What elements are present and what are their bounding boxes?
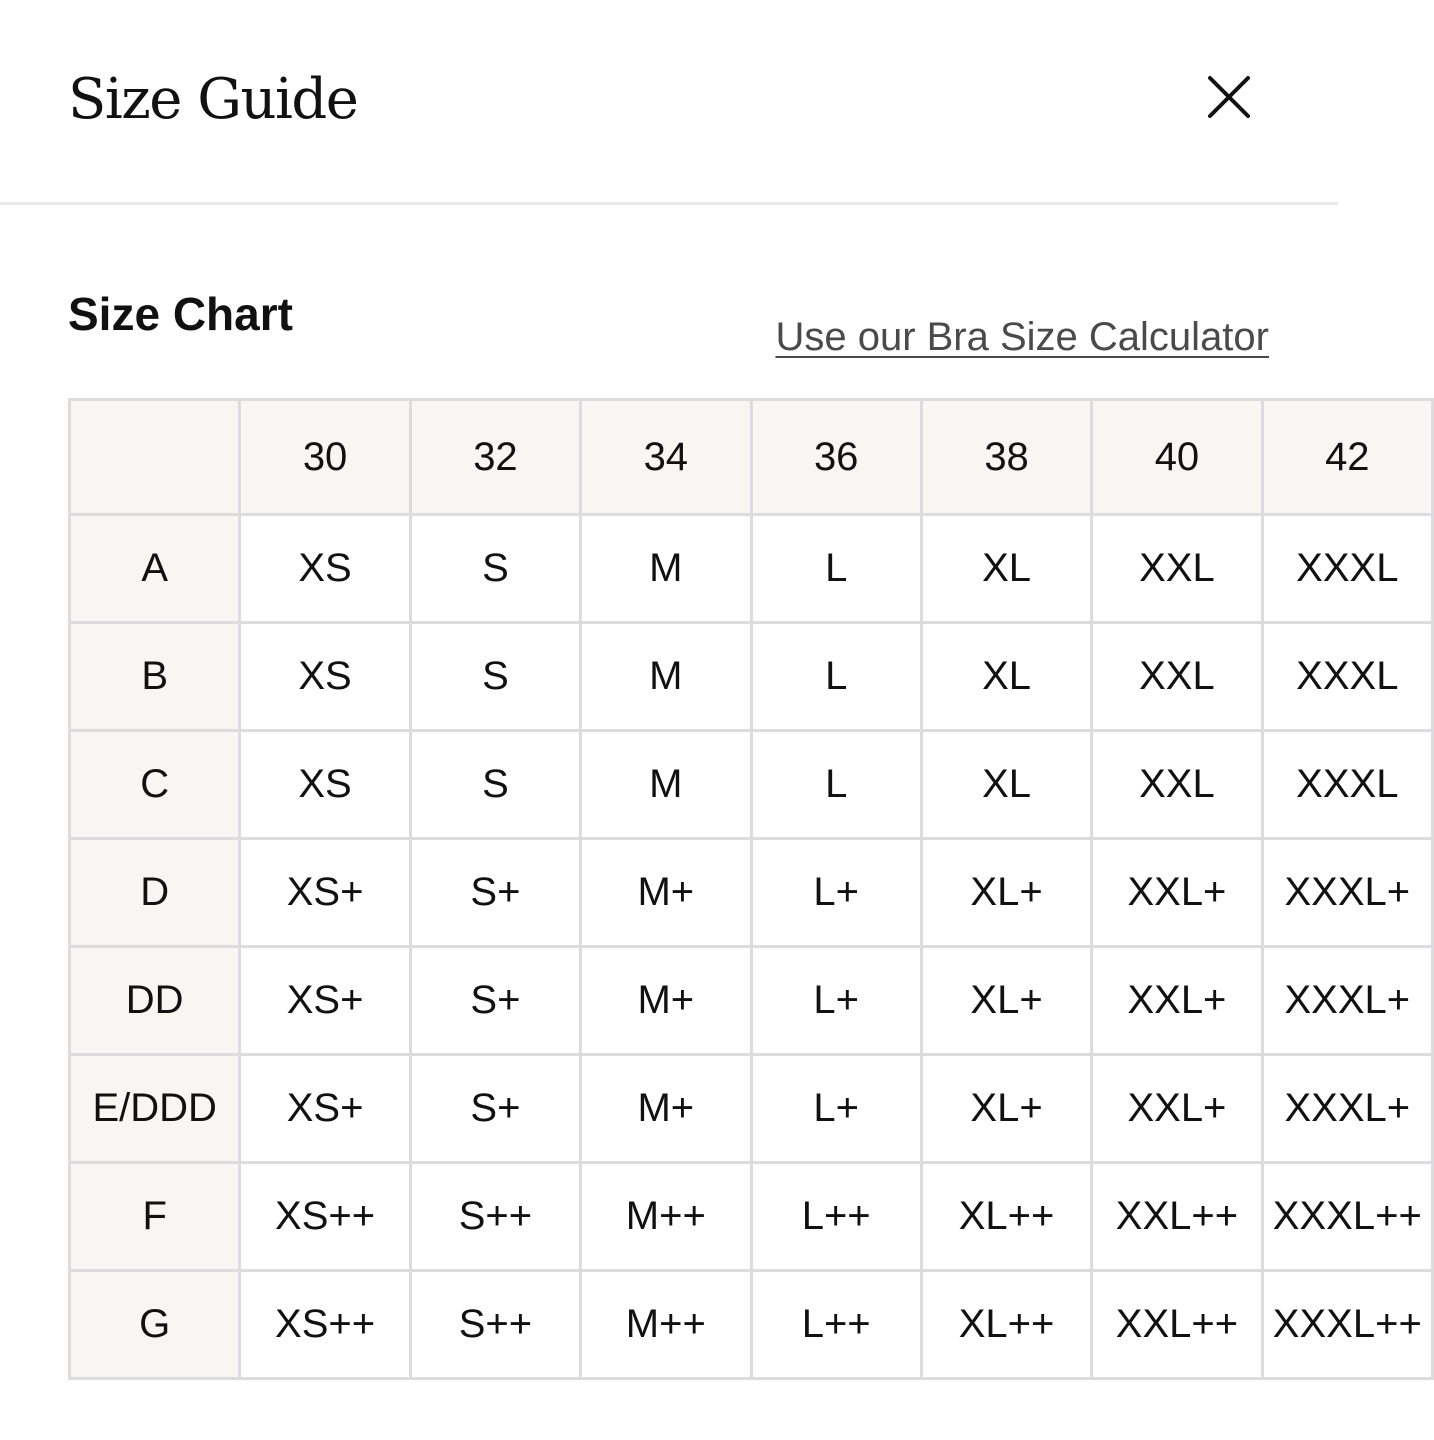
row-header-cup: C	[70, 731, 240, 839]
table-row	[70, 1163, 1433, 1271]
column-header-band: 36	[751, 400, 921, 515]
size-cell: S	[410, 515, 580, 623]
table-row	[70, 731, 1433, 839]
column-header-band: 34	[581, 400, 751, 515]
close-button[interactable]	[1200, 68, 1258, 126]
size-cell: XXL++	[1092, 1163, 1262, 1271]
modal-title: Size Guide	[68, 67, 358, 132]
size-cell: L+	[751, 947, 921, 1055]
table-body	[70, 515, 1433, 1379]
size-cell: L	[751, 731, 921, 839]
size-cell: XXL+	[1092, 947, 1262, 1055]
modal-header	[0, 0, 1338, 205]
size-cell: L	[751, 623, 921, 731]
size-cell: XXXL	[1262, 623, 1432, 731]
size-cell: S+	[410, 839, 580, 947]
size-cell: L++	[751, 1163, 921, 1271]
table-row	[70, 947, 1433, 1055]
column-header-band: 38	[921, 400, 1091, 515]
size-cell: L+	[751, 839, 921, 947]
size-cell: M++	[581, 1163, 751, 1271]
row-header-cup: DD	[70, 947, 240, 1055]
size-cell: L+	[751, 1055, 921, 1163]
size-cell: S	[410, 731, 580, 839]
size-cell: M+	[581, 839, 751, 947]
bra-size-calculator-link[interactable]: Use our Bra Size Calculator	[775, 315, 1269, 359]
size-cell: XL+	[921, 1055, 1091, 1163]
size-cell: XXL	[1092, 515, 1262, 623]
size-cell: XXL	[1092, 623, 1262, 731]
size-cell: XXXL+	[1262, 947, 1432, 1055]
table-corner-cell	[70, 400, 240, 515]
size-cell: XXXL++	[1262, 1163, 1432, 1271]
size-cell: S++	[410, 1271, 580, 1379]
size-cell: XXL	[1092, 731, 1262, 839]
size-cell: XL	[921, 515, 1091, 623]
size-cell: XS	[240, 731, 410, 839]
table-header-row	[70, 400, 1433, 515]
size-cell: XL++	[921, 1163, 1091, 1271]
table-row	[70, 623, 1433, 731]
size-cell: XL	[921, 731, 1091, 839]
table-row	[70, 515, 1433, 623]
size-cell: XXL+	[1092, 1055, 1262, 1163]
column-header-band: 42	[1262, 400, 1432, 515]
size-chart-table	[68, 398, 1434, 1380]
row-header-cup: G	[70, 1271, 240, 1379]
size-cell: XS+	[240, 1055, 410, 1163]
size-cell: XL	[921, 623, 1091, 731]
size-cell: M	[581, 515, 751, 623]
size-cell: XL++	[921, 1271, 1091, 1379]
size-cell: XS+	[240, 947, 410, 1055]
close-icon	[1200, 68, 1258, 126]
table-row	[70, 839, 1433, 947]
size-cell: S+	[410, 947, 580, 1055]
size-cell: XS	[240, 623, 410, 731]
size-cell: S	[410, 623, 580, 731]
column-header-band: 40	[1092, 400, 1262, 515]
size-cell: XXL++	[1092, 1271, 1262, 1379]
row-header-cup: B	[70, 623, 240, 731]
table-row	[70, 1271, 1433, 1379]
size-cell: XL+	[921, 839, 1091, 947]
size-cell: XS++	[240, 1271, 410, 1379]
column-header-band: 30	[240, 400, 410, 515]
size-cell: M+	[581, 947, 751, 1055]
size-cell: XXXL++	[1262, 1271, 1432, 1379]
size-cell: L	[751, 515, 921, 623]
size-cell: XXXL+	[1262, 1055, 1432, 1163]
size-cell: XXXL	[1262, 731, 1432, 839]
table-row	[70, 1055, 1433, 1163]
size-chart-heading: Size Chart	[68, 288, 293, 340]
size-cell: M+	[581, 1055, 751, 1163]
size-cell: M	[581, 623, 751, 731]
column-header-band: 32	[410, 400, 580, 515]
size-cell: S++	[410, 1163, 580, 1271]
size-cell: XS	[240, 515, 410, 623]
size-table-scroll-container[interactable]	[68, 398, 1422, 1408]
row-header-cup: D	[70, 839, 240, 947]
size-cell: XS+	[240, 839, 410, 947]
size-cell: M	[581, 731, 751, 839]
size-cell: XS++	[240, 1163, 410, 1271]
row-header-cup: E/DDD	[70, 1055, 240, 1163]
size-cell: L++	[751, 1271, 921, 1379]
size-cell: XXXL+	[1262, 839, 1432, 947]
row-header-cup: F	[70, 1163, 240, 1271]
size-cell: M++	[581, 1271, 751, 1379]
size-cell: XXXL	[1262, 515, 1432, 623]
size-cell: S+	[410, 1055, 580, 1163]
row-header-cup: A	[70, 515, 240, 623]
size-cell: XL+	[921, 947, 1091, 1055]
size-cell: XXL+	[1092, 839, 1262, 947]
